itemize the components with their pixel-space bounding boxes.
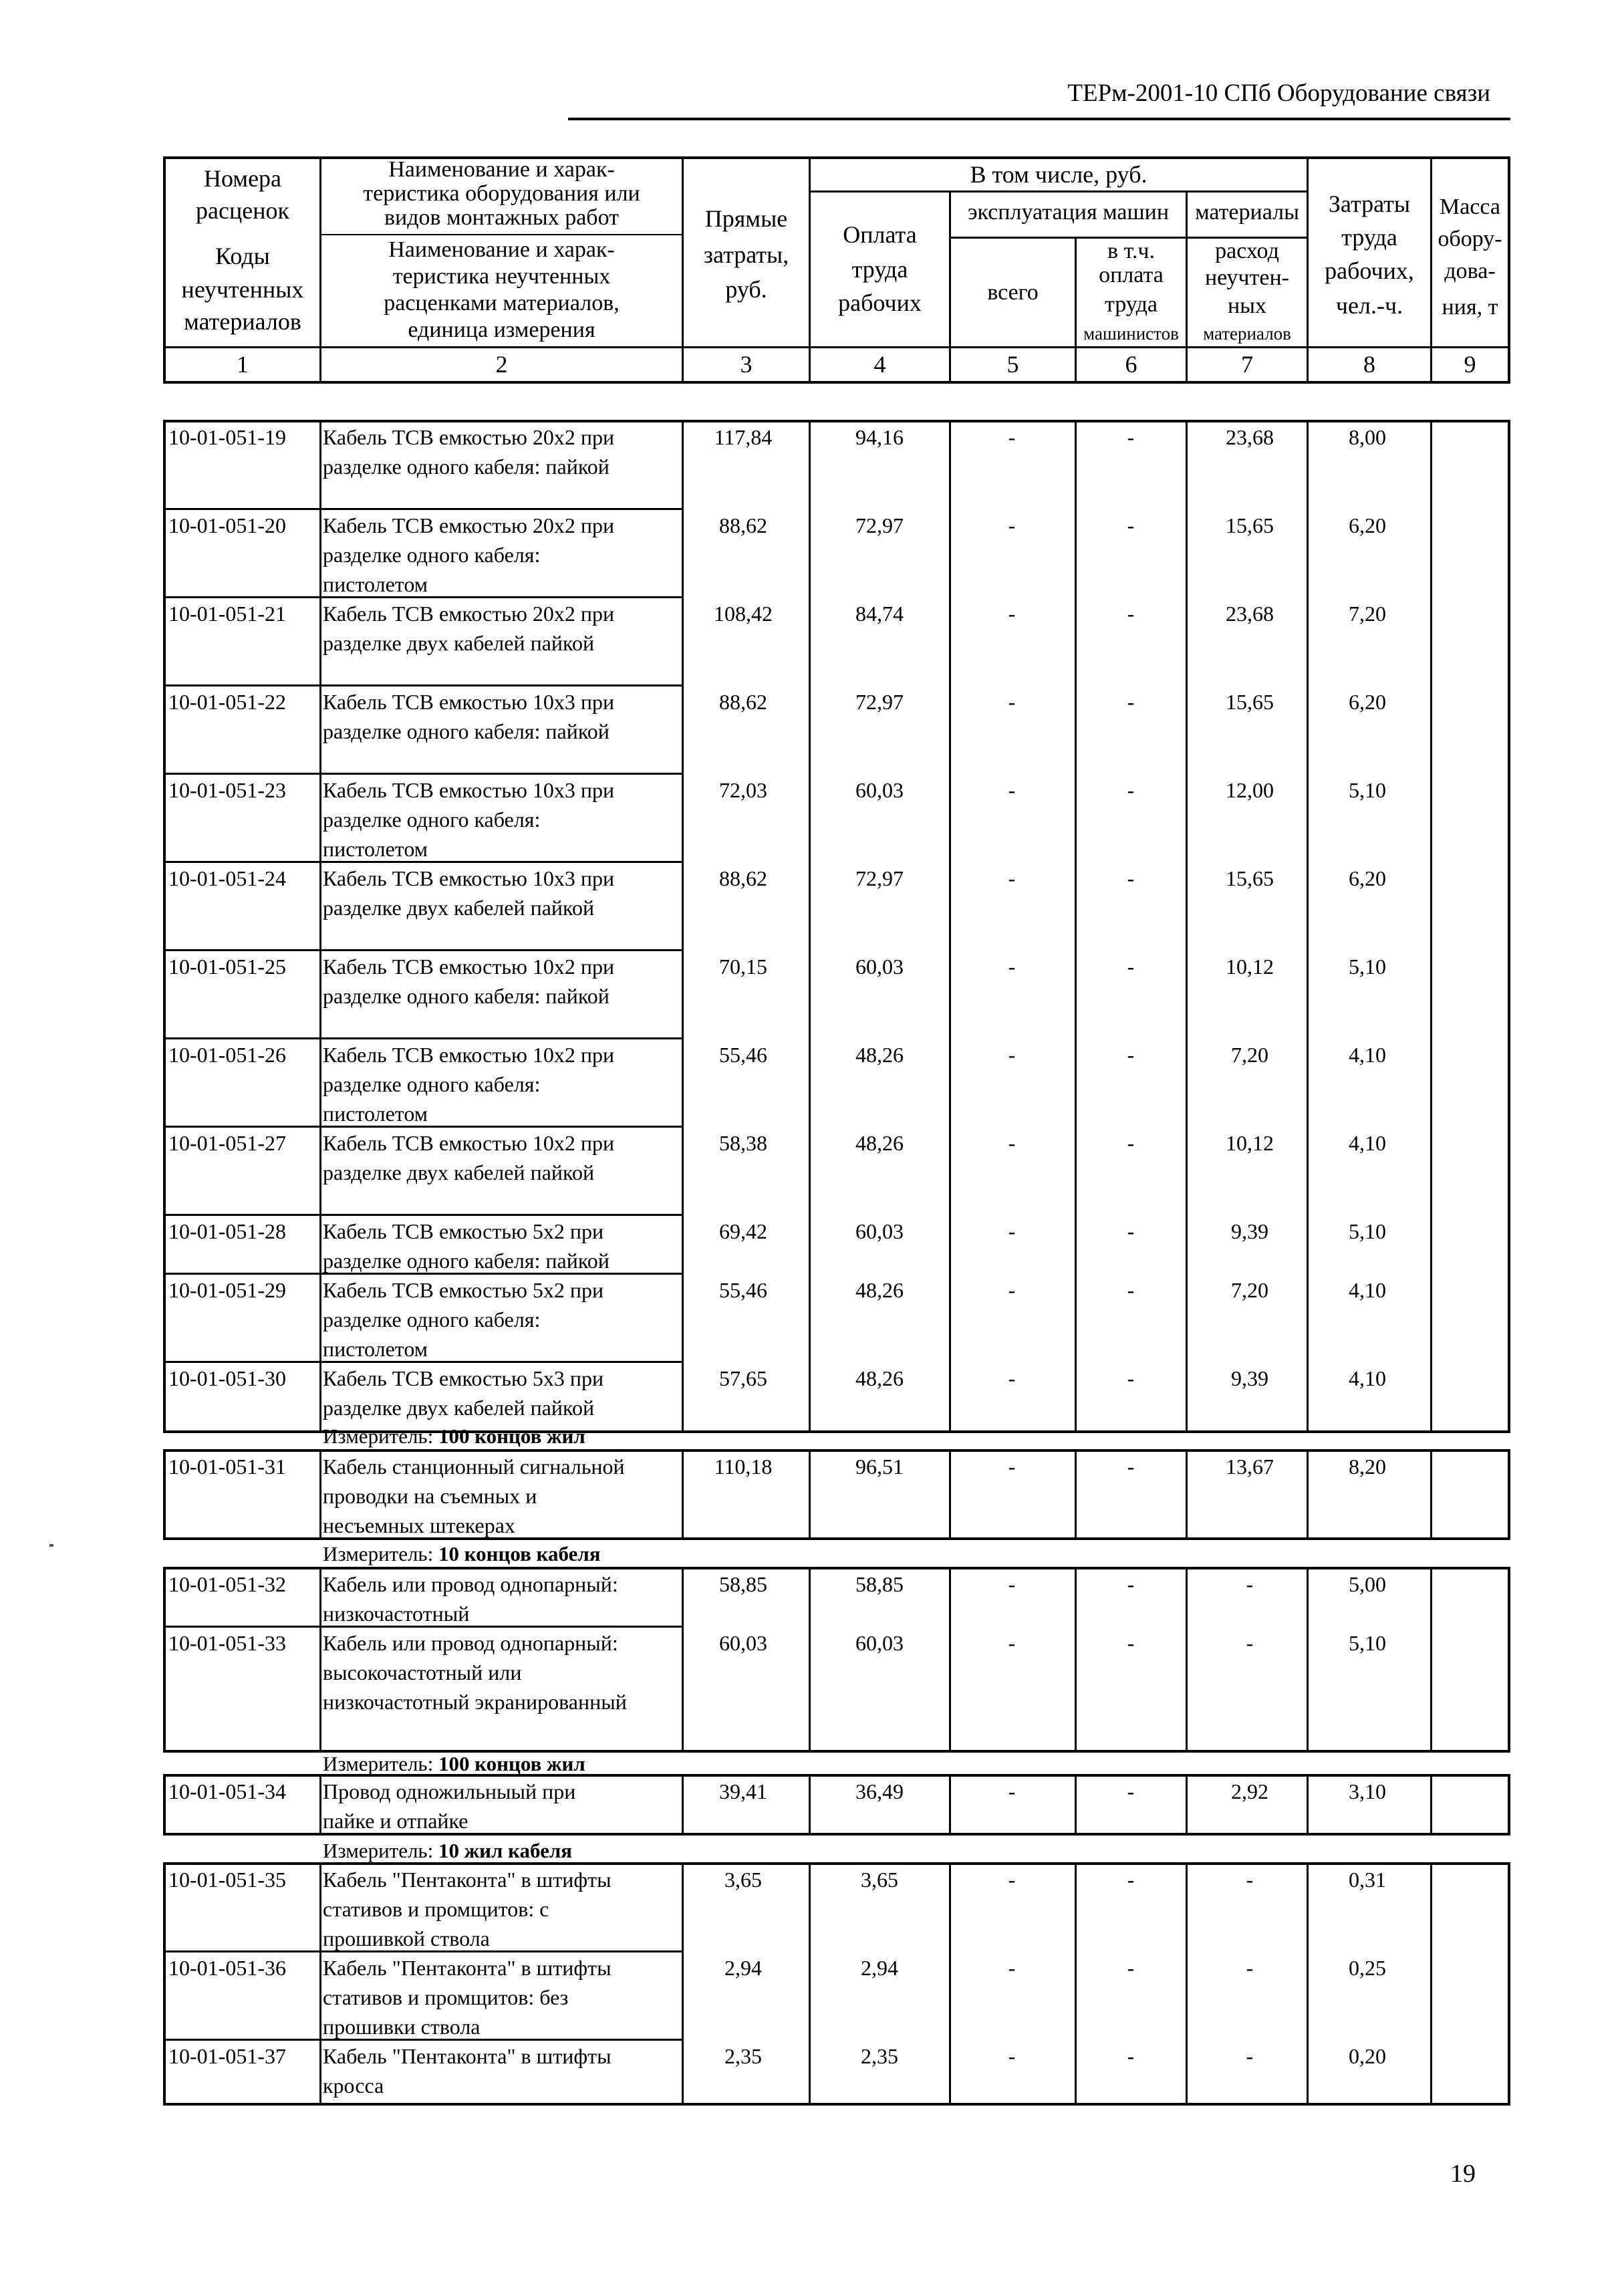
machine-cost-value: - <box>1008 955 1016 979</box>
header-col3-line3: руб. <box>725 276 767 303</box>
machinist-labor-value: - <box>1127 1956 1135 1980</box>
table-column-line <box>809 1567 811 1753</box>
header-rule <box>568 118 1510 120</box>
header-col1-line2: расценок <box>196 197 289 224</box>
table-column-line <box>1307 1449 1309 1540</box>
work-description-line: Кабель ТСВ емкостью 20х2 при <box>323 513 615 537</box>
header-col5: всего <box>987 280 1039 305</box>
rate-code: 10-01-051-20 <box>168 513 286 537</box>
measure-caption <box>323 1751 585 1777</box>
header-colnum-7: 7 <box>1241 351 1253 378</box>
measure-value: 10 жил кабеля <box>438 1839 573 1862</box>
header-col6-line3: труда <box>1104 292 1158 317</box>
labor-cost-value: 60,03 <box>855 955 904 979</box>
materials-cost-value: 15,65 <box>1226 513 1274 537</box>
work-description-line: проводки на съемных и <box>323 1484 537 1508</box>
header-materials-label: материалы <box>1195 200 1299 225</box>
labor-hours-value: 5,10 <box>1349 778 1386 802</box>
work-description-line: Провод одножильныый при <box>323 1779 576 1803</box>
table-column-line <box>682 1862 684 2106</box>
header-machines-label: эксплуатация машин <box>967 200 1170 225</box>
header-col7-line1: расход <box>1215 239 1279 263</box>
labor-cost-value: 48,26 <box>855 1366 904 1390</box>
work-description-line: разделке одного кабеля: пайкой <box>323 719 610 743</box>
machinist-labor-value: - <box>1127 1779 1135 1803</box>
work-description-line: несъемных штекерах <box>323 1513 515 1537</box>
machinist-labor-value: - <box>1127 602 1135 626</box>
header-col7-line3: ных <box>1227 293 1267 318</box>
machinist-labor-value: - <box>1127 1454 1135 1479</box>
labor-hours-value: 8,20 <box>1349 1454 1386 1479</box>
machinist-labor-value: - <box>1127 690 1135 714</box>
table-column-line <box>682 1449 684 1540</box>
work-description-line: Кабель или провод однопарный: <box>323 1631 618 1655</box>
machine-cost-value: - <box>1008 1278 1016 1302</box>
labor-hours-value: 8,00 <box>1349 425 1386 449</box>
materials-cost-value: 9,39 <box>1231 1219 1268 1243</box>
labor-hours-value: 7,20 <box>1349 602 1386 626</box>
labor-hours-value: 6,20 <box>1349 513 1386 537</box>
work-description-line: низкочастотный <box>323 1602 470 1626</box>
machinist-labor-value: - <box>1127 1572 1135 1596</box>
measure-prefix: Измеритель: <box>323 1839 438 1862</box>
table-column-line <box>1430 1567 1432 1753</box>
table-column-line <box>949 1449 951 1540</box>
table-column-line <box>1430 1774 1432 1836</box>
header-col6-line2: оплата <box>1099 263 1164 287</box>
materials-cost-value: - <box>1246 2044 1254 2068</box>
header-col2-bot-line2: теристика неучтенных <box>392 264 611 289</box>
machinist-labor-value: - <box>1127 778 1135 802</box>
measure-value: 10 концов кабеля <box>438 1542 601 1565</box>
table-column-line <box>1307 1862 1309 2106</box>
header-col2-bot-line4: единица измерения <box>408 318 595 342</box>
machinist-labor-value: - <box>1127 866 1135 890</box>
materials-cost-value: 13,67 <box>1226 1454 1274 1479</box>
table-row-separator <box>163 508 682 510</box>
header-col3-line2: затраты, <box>703 241 789 268</box>
work-description-line: пайке и отпайке <box>323 1809 468 1833</box>
table-column-line <box>163 1862 166 2106</box>
table-row-separator <box>163 684 682 686</box>
header-col2-bot-line3: расценками материалов, <box>384 291 620 315</box>
rate-code: 10-01-051-23 <box>168 778 286 802</box>
materials-cost-value: 23,68 <box>1226 602 1274 626</box>
work-description-line: разделке двух кабелей пайкой <box>323 896 595 920</box>
machine-cost-value: - <box>1008 1572 1016 1596</box>
header-col9-line1: Масса <box>1439 195 1500 219</box>
table-column-line <box>682 1774 684 1836</box>
rate-code: 10-01-051-31 <box>168 1454 286 1479</box>
machine-cost-value: - <box>1008 602 1016 626</box>
measure-prefix: Измеритель: <box>323 1752 438 1775</box>
table-column-line <box>163 1449 166 1540</box>
work-description-line: прошивкой ствола <box>323 1926 490 1950</box>
measure-caption <box>323 1541 601 1567</box>
machine-cost-value: - <box>1008 690 1016 714</box>
labor-cost-value: 72,97 <box>855 690 904 714</box>
rate-code: 10-01-051-32 <box>168 1572 286 1596</box>
machine-cost-value: - <box>1008 1131 1016 1155</box>
header-col2-bot-line1: Наименование и харак- <box>388 237 615 262</box>
machine-cost-value: - <box>1008 1219 1016 1243</box>
table-column-line <box>163 420 166 1433</box>
labor-cost-value: 2,94 <box>861 1956 898 1980</box>
labor-cost-value: 60,03 <box>855 778 904 802</box>
machinist-labor-value: - <box>1127 1868 1135 1892</box>
header-col2-top-line1: Наименование и харак- <box>388 157 615 182</box>
direct-cost-value: 69,42 <box>719 1219 767 1243</box>
rate-code: 10-01-051-28 <box>168 1219 286 1243</box>
machine-cost-value: - <box>1008 1868 1016 1892</box>
direct-cost-value: 39,41 <box>719 1779 767 1803</box>
direct-cost-value: 58,38 <box>719 1131 767 1155</box>
materials-cost-value: 15,65 <box>1226 690 1274 714</box>
work-description-line: Кабель ТСВ емкостью 5х3 при <box>323 1366 604 1390</box>
table-column-line <box>949 1567 951 1753</box>
work-description-line: разделке одного кабеля: пайкой <box>323 455 610 479</box>
materials-cost-value: 10,12 <box>1226 1131 1274 1155</box>
header-colnum-5: 5 <box>1006 351 1019 378</box>
table-column-line <box>1186 1567 1188 1753</box>
labor-hours-value: 5,10 <box>1349 1219 1386 1243</box>
direct-cost-value: 88,62 <box>719 513 767 537</box>
table-column-line <box>1430 1449 1432 1540</box>
rate-code: 10-01-051-37 <box>168 2044 286 2068</box>
work-description-line: стативов и промщитов: без <box>323 1985 569 2009</box>
table-row-separator <box>163 1037 682 1039</box>
direct-cost-value: 110,18 <box>714 1454 773 1479</box>
table-column-line <box>319 1862 321 2106</box>
header-col9-line4: ния, т <box>1442 295 1498 320</box>
rate-code: 10-01-051-34 <box>168 1779 286 1803</box>
machine-cost-value: - <box>1008 1454 1016 1479</box>
header-col1-codes: Коды <box>215 243 270 269</box>
header-col7-line4: материалов <box>1203 324 1291 344</box>
machine-cost-value: - <box>1008 1631 1016 1655</box>
work-description-line: разделке одного кабеля: <box>323 543 541 567</box>
header-colnum-8: 8 <box>1363 351 1375 378</box>
work-description-line: Кабель "Пентаконта" в штифты <box>323 1956 612 1980</box>
table-column-line <box>682 1567 684 1753</box>
rate-code: 10-01-051-25 <box>168 955 286 979</box>
header-col8-line3: рабочих, <box>1325 257 1414 284</box>
direct-cost-value: 55,46 <box>719 1278 767 1302</box>
rate-code: 10-01-051-33 <box>168 1631 286 1655</box>
table-column-line <box>1075 1449 1077 1540</box>
table-column-line <box>1075 420 1077 1433</box>
work-description-line: высокочастотный или <box>323 1660 522 1684</box>
work-description-line: разделке одного кабеля: <box>323 807 541 832</box>
table-column-line <box>1430 420 1432 1433</box>
table-column-line <box>949 1774 951 1836</box>
rate-code: 10-01-051-36 <box>168 1956 286 1980</box>
labor-hours-value: 6,20 <box>1349 866 1386 890</box>
header-colnum-1: 1 <box>237 351 249 378</box>
machinist-labor-value: - <box>1127 2044 1135 2068</box>
table-column-line <box>1508 1449 1510 1540</box>
machine-cost-value: - <box>1008 778 1016 802</box>
materials-cost-value: 7,20 <box>1231 1043 1268 1067</box>
machinist-labor-value: - <box>1127 955 1135 979</box>
header-col3-line1: Прямые <box>704 205 788 232</box>
header-col4-line1: Оплата <box>843 221 917 248</box>
work-description-line: Кабель ТСВ емкостью 10х3 при <box>323 778 615 802</box>
rate-code: 10-01-051-29 <box>168 1278 286 1302</box>
work-description-line: стативов и промщитов: с <box>323 1897 549 1921</box>
work-description-line: кросса <box>323 2073 384 2098</box>
machine-cost-value: - <box>1008 2044 1016 2068</box>
labor-cost-value: 48,26 <box>855 1043 904 1067</box>
table-column-line <box>1075 1862 1077 2106</box>
labor-cost-value: 36,49 <box>855 1779 904 1803</box>
machinist-labor-value: - <box>1127 1219 1135 1243</box>
measure-caption <box>323 1838 572 1864</box>
work-description-line: Кабель "Пентаконта" в штифты <box>323 2044 612 2068</box>
direct-cost-value: 88,62 <box>719 690 767 714</box>
table-row-separator <box>163 773 682 775</box>
labor-cost-value: 58,85 <box>855 1572 904 1596</box>
direct-cost-value: 88,62 <box>719 866 767 890</box>
table-column-line <box>1508 1862 1510 2106</box>
table-row-separator <box>163 1214 682 1216</box>
labor-hours-value: 4,10 <box>1349 1131 1386 1155</box>
direct-cost-value: 117,84 <box>714 425 773 449</box>
table-column-line <box>1307 1774 1309 1836</box>
labor-hours-value: 5,10 <box>1349 1631 1386 1655</box>
table-column-line <box>809 1862 811 2106</box>
header-col2-top-line2: теристика оборудования или <box>363 181 640 206</box>
table-column-line <box>1307 420 1309 1433</box>
header-colnum-9: 9 <box>1464 351 1476 378</box>
table-column-line <box>163 1774 166 1836</box>
direct-cost-value: 3,65 <box>724 1868 762 1892</box>
materials-cost-value: 23,68 <box>1226 425 1274 449</box>
work-description-line: пистолетом <box>323 837 428 861</box>
measure-value: 100 концов жил <box>438 1424 585 1448</box>
table-column-line <box>319 1567 321 1753</box>
header-col1-unaccounted: неучтенных <box>181 276 304 303</box>
materials-cost-value: 9,39 <box>1231 1366 1268 1390</box>
labor-hours-value: 5,00 <box>1349 1572 1386 1596</box>
rate-code: 10-01-051-22 <box>168 690 286 714</box>
labor-hours-value: 5,10 <box>1349 955 1386 979</box>
direct-cost-value: 57,65 <box>719 1366 767 1390</box>
header-col6-line1: в т.ч. <box>1107 239 1155 263</box>
direct-cost-value: 58,85 <box>719 1572 767 1596</box>
header-colnum-2: 2 <box>495 351 508 378</box>
materials-cost-value: - <box>1246 1868 1254 1892</box>
work-description-line: низкочастотный экранированный <box>323 1690 627 1714</box>
machinist-labor-value: - <box>1127 513 1135 537</box>
work-description-line: Кабель ТСВ емкостью 20х2 при <box>323 602 615 626</box>
header-col8-line2: труда <box>1341 224 1397 251</box>
document-header-title: ТЕРм-2001-10 СПб Оборудование связи <box>1067 80 1490 107</box>
machine-cost-value: - <box>1008 1366 1016 1390</box>
direct-cost-value: 108,42 <box>714 602 773 626</box>
labor-cost-value: 60,03 <box>855 1219 904 1243</box>
table-column-line <box>1307 1567 1309 1753</box>
labor-cost-value: 2,35 <box>861 2044 898 2068</box>
materials-cost-value: 7,20 <box>1231 1278 1268 1302</box>
work-description-line: пистолетом <box>323 572 428 596</box>
work-description-line: Кабель станционный сигнальной <box>323 1454 625 1479</box>
header-colnum-3: 3 <box>740 351 753 378</box>
labor-cost-value: 48,26 <box>855 1278 904 1302</box>
header-col8-line1: Затраты <box>1328 191 1411 217</box>
work-description-line: разделке одного кабеля: пайкой <box>323 984 610 1008</box>
work-description-line: Кабель ТСВ емкостью 10х2 при <box>323 1043 615 1067</box>
header-col9-line2: обору- <box>1438 227 1502 251</box>
header-col7-line2: неучтен- <box>1204 265 1289 290</box>
materials-cost-value: 2,92 <box>1231 1779 1268 1803</box>
work-description-line: Кабель ТСВ емкостью 10х2 при <box>323 955 615 979</box>
measure-prefix: Измеритель: <box>323 1542 438 1565</box>
labor-cost-value: 84,74 <box>855 602 904 626</box>
materials-cost-value: - <box>1246 1631 1254 1655</box>
labor-cost-value: 94,16 <box>855 425 904 449</box>
table-column-line <box>682 420 684 1433</box>
rate-code: 10-01-051-19 <box>168 425 286 449</box>
rate-code: 10-01-051-27 <box>168 1131 286 1155</box>
header-col8-line4: чел.-ч. <box>1335 292 1403 319</box>
table-column-line <box>1508 1567 1510 1753</box>
labor-cost-value: 96,51 <box>855 1454 904 1479</box>
rate-code: 10-01-051-26 <box>168 1043 286 1067</box>
table-column-line <box>1075 1567 1077 1753</box>
direct-cost-value: 70,15 <box>719 955 767 979</box>
table-column-line <box>949 420 951 1433</box>
machine-cost-value: - <box>1008 513 1016 537</box>
work-description-line: Кабель или провод однопарный: <box>323 1572 618 1596</box>
work-description-line: разделке двух кабелей пайкой <box>323 631 595 655</box>
machine-cost-value: - <box>1008 425 1016 449</box>
work-description-line: Кабель ТСВ емкостью 10х2 при <box>323 1131 615 1155</box>
work-description-line: Кабель ТСВ емкостью 5х2 при <box>323 1219 604 1243</box>
table-row-separator <box>163 949 682 951</box>
machinist-labor-value: - <box>1127 1366 1135 1390</box>
labor-hours-value: 6,20 <box>1349 690 1386 714</box>
direct-cost-value: 2,94 <box>724 1956 762 1980</box>
labor-hours-value: 4,10 <box>1349 1043 1386 1067</box>
machinist-labor-value: - <box>1127 1131 1135 1155</box>
direct-cost-value: 55,46 <box>719 1043 767 1067</box>
header-colnum-4: 4 <box>873 351 886 378</box>
machine-cost-value: - <box>1008 1956 1016 1980</box>
work-description-line: Кабель ТСВ емкостью 20х2 при <box>323 425 615 449</box>
scan-mark <box>49 1544 53 1547</box>
table-column-line <box>1430 1862 1432 2106</box>
materials-cost-value: - <box>1246 1572 1254 1596</box>
labor-cost-value: 72,97 <box>855 866 904 890</box>
table-column-line <box>1075 1774 1077 1836</box>
table-column-line <box>809 1774 811 1836</box>
header-col2-top-line3: видов монтажных работ <box>384 205 619 230</box>
header-group-label: В том числе, руб. <box>970 161 1147 188</box>
work-description-line: разделке двух кабелей пайкой <box>323 1160 595 1184</box>
direct-cost-value: 72,03 <box>719 778 767 802</box>
materials-cost-value: - <box>1246 1956 1254 1980</box>
labor-hours-value: 0,31 <box>1349 1868 1386 1892</box>
measure-value: 100 концов жил <box>438 1752 585 1775</box>
materials-cost-value: 10,12 <box>1226 955 1274 979</box>
labor-hours-value: 4,10 <box>1349 1278 1386 1302</box>
work-description-line: пистолетом <box>323 1102 428 1126</box>
measure-caption <box>323 1424 585 1449</box>
labor-cost-value: 48,26 <box>855 1131 904 1155</box>
work-description-line: Кабель "Пентаконта" в штифты <box>323 1868 612 1892</box>
table-column-line <box>949 1862 951 2106</box>
machinist-labor-value: - <box>1127 1043 1135 1067</box>
table-column-line <box>319 420 321 1433</box>
materials-cost-value: 12,00 <box>1226 778 1274 802</box>
work-description-line: Кабель ТСВ емкостью 5х2 при <box>323 1278 604 1302</box>
rate-code: 10-01-051-35 <box>168 1868 286 1892</box>
table-column-line <box>319 1449 321 1540</box>
table-column-line <box>319 1774 321 1836</box>
machinist-labor-value: - <box>1127 1631 1135 1655</box>
work-description-line: разделке одного кабеля: <box>323 1072 541 1096</box>
labor-hours-value: 4,10 <box>1349 1366 1386 1390</box>
work-description-line: Кабель ТСВ емкостью 10х3 при <box>323 690 615 714</box>
header-col4-line3: рабочих <box>838 289 922 316</box>
labor-cost-value: 72,97 <box>855 513 904 537</box>
machine-cost-value: - <box>1008 866 1016 890</box>
direct-cost-value: 60,03 <box>719 1631 767 1655</box>
work-description-line: прошивки ствола <box>323 2015 481 2039</box>
table-column-line <box>1186 1862 1188 2106</box>
machinist-labor-value: - <box>1127 1278 1135 1302</box>
labor-hours-value: 0,20 <box>1349 2044 1386 2068</box>
table-column-line <box>809 1449 811 1540</box>
rate-code: 10-01-051-24 <box>168 866 286 890</box>
header-col4-line2: труда <box>851 256 908 283</box>
header-col6-line4: машинистов <box>1083 324 1179 344</box>
machine-cost-value: - <box>1008 1043 1016 1067</box>
table-column-line <box>809 420 811 1433</box>
measure-prefix: Измеритель: <box>323 1424 438 1448</box>
table-column-line <box>1508 1774 1510 1836</box>
rate-code: 10-01-051-30 <box>168 1366 286 1390</box>
labor-hours-value: 3,10 <box>1349 1779 1386 1803</box>
work-description-line: разделке двух кабелей пайкой <box>323 1396 595 1420</box>
table-column-line <box>1186 1449 1188 1540</box>
header-col1-materials: материалов <box>184 308 301 335</box>
direct-cost-value: 2,35 <box>724 2044 762 2068</box>
work-description-line: Кабель ТСВ емкостью 10х3 при <box>323 866 615 890</box>
header-col9-line3: дова- <box>1444 259 1496 283</box>
table-column-line <box>1508 420 1510 1433</box>
machinist-labor-value: - <box>1127 425 1135 449</box>
table-column-line <box>163 1567 166 1753</box>
table-column-line <box>1186 420 1188 1433</box>
table-column-line <box>1186 1774 1188 1836</box>
materials-cost-value: 15,65 <box>1226 866 1274 890</box>
labor-cost-value: 3,65 <box>861 1868 898 1892</box>
machine-cost-value: - <box>1008 1779 1016 1803</box>
page-number: 19 <box>1450 2160 1476 2188</box>
header-colnum-6: 6 <box>1125 351 1137 378</box>
work-description-line: разделке одного кабеля: пайкой <box>323 1249 610 1273</box>
work-description-line: разделке одного кабеля: <box>323 1307 541 1332</box>
labor-cost-value: 60,03 <box>855 1631 904 1655</box>
labor-hours-value: 0,25 <box>1349 1956 1386 1980</box>
work-description-line: пистолетом <box>323 1337 428 1361</box>
rate-code: 10-01-051-21 <box>168 602 286 626</box>
header-col1-line1: Номера <box>203 165 282 192</box>
